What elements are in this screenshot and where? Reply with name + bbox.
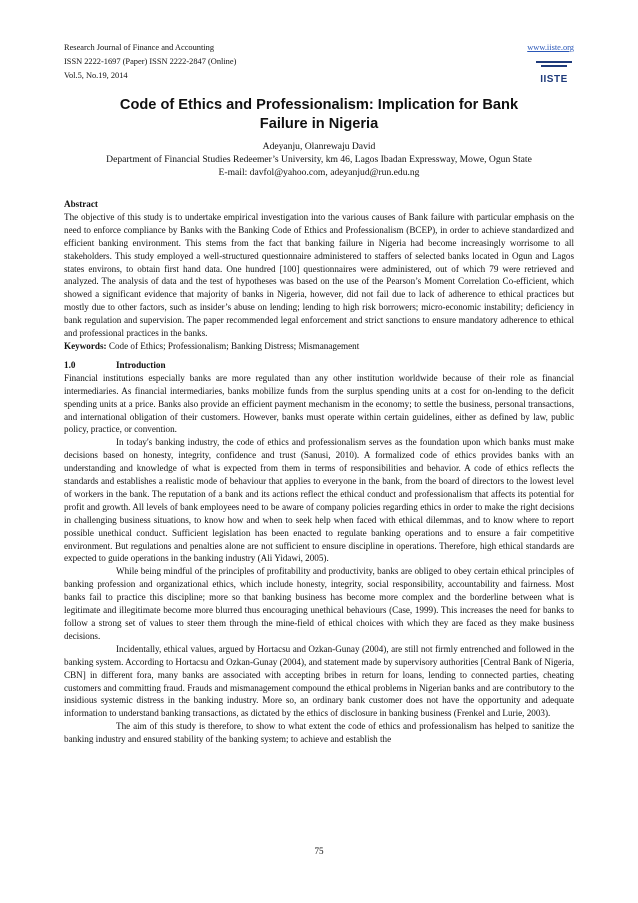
paper-title: [96, 96, 542, 134]
running-header: [64, 41, 574, 84]
author-name: Adeyanju, Olanrewaju David: [262, 141, 376, 152]
issn-line: ISSN 2222-1697 (Paper) ISSN 2222-2847 (Online): [64, 57, 237, 67]
author-affiliation: Department of Financial Studies Redeemer’s University, km 46, Lagos Ibadan Expressway, Mowe, Ogun State: [106, 154, 532, 165]
paper-body: [64, 198, 574, 746]
author-email: E-mail: davfol@yahoo.com, adeyanjud@run.edu.ng: [218, 167, 420, 178]
title-line-2: Failure in Nigeria: [259, 116, 379, 132]
page-number: 75: [314, 846, 324, 856]
abstract-text: The objective of this study is to undertake empirical investigation into the various causes of Bank failure with particular emphasis on the need to enforce compliance by Banks with the Banking Code of Ethics and Professionalism (BCEP), in order to achieve standardized and efficient banking environment. This stems from the fact that banking failure in Nigeria had become increasingly worrisome to all stakeholders. This study employed a well-structured questionnaire administered to staffers of selected banks located in Ogun and Lagos states environs, to obtain first hand data. One hundred [100] questionnaires were administered, out of which 79 were retrieved and analyzed. The analysis of data and the test of hypotheses was based on the use of the Pearson’s Moment Correlation Co-efficient, which showed a significant evidence that majority of banks in Nigeria, however, did not fail due to lack of adherence to ethical practices but mostly due to other factors, such as insider’s abuse on lending; lending to high risk borrowers; micro-economic instability; deficiency in bank regulation and supervision. The paper recommended legal enforcement and strict sanctions to ensure mandatory adherence to ethical and professional practices in the banks.: [64, 211, 574, 339]
section-number: 1.0: [64, 359, 76, 370]
section-heading: [64, 359, 574, 372]
title-line-1: Code of Ethics and Professionalism: Implication for Bank: [119, 97, 519, 113]
keywords-line: [64, 340, 574, 353]
paragraph: In today's banking industry, the code of ethics and professionalism serves as the foundation upon which banks must make decisions based on honesty, integrity, confidence and trust (Sanusi, 2010). A formalized code of ethics provides banks with an understanding and knowledge of what is expected from them in terms of responsibilities and behavior. A code of ethics reflects the standards and establishes a realistic mode of behaviour that applies to everyone in the bank, from the board of directors to the lowest level of workers in the bank. The reputation of a bank and its actions reflect the ethical conduct and professionalism that affects its potential for profit and growth. All levels of bank employees need to be aware of company policies regarding ethics in order to make the right decisions in challenging business situations, to know how and when to seek help when faced with ethical dilemmas, and to know where to report possible unethical conduct. Sufficient legislation has been enacted to regulate banking operations and to ensure a fair competitive environment. But regulations and penalties alone are not sufficient to ensure discipline in operations. Therefore, high ethical standards are expected to guide operations in the banking industry (Ali Yidawi, 2005).: [64, 437, 574, 564]
journal-name: Research Journal of Finance and Accounting: [64, 43, 215, 52]
paragraph: Incidentally, ethical values, argued by Hortacsu and Ozkan-Gunay (2004), are still not firmly entrenched and followed in the banking system. According to Hortacsu and Ozkan-Gunay (2004), and statement made by supervisory authorities [Central Bank of Nigeria, CBN] in different fora, many banks are associated with accepting bribes in return for loans, lending to connected parties, cheating customers and committing fraud. Frauds and mismanagement compound the ethical problems in Nigerian banks and are contributory to the insidious systemic distress in the banking industry. More so, an ordinary bank customer does not have the opportunity and adequate information to understand banking transactions, as dictated by the ethics of disclosure in banking business (Frenkel and Lurie, 2003).: [64, 643, 574, 719]
volume-line: Vol.5, No.19, 2014: [64, 71, 128, 81]
journal-url-link[interactable]: www.iiste.org: [527, 43, 574, 52]
paragraph: While being mindful of the principles of profitability and productivity, banks are obliged to obey certain ethical principles of banking profession and organizational ethics, which include honesty, integrity, social responsibility, accountability and fairness. Most banks fail to practice this discipline; more so that banking business has become more complex and the borderline between what is legitimate and illegitimate become more blurred thus encouraging unethical behaviours (Case, 1999). This increases the need for banks to follow a strong set of values to steer them through the mine-field of ethical choices with which they are faced as they make business decisions.: [64, 566, 574, 641]
abstract-heading: Abstract: [64, 199, 98, 209]
keywords-text: Code of Ethics; Professionalism; Banking Distress; Mismanagement: [108, 340, 360, 351]
keywords-label: Keywords:: [64, 340, 107, 351]
paragraph: The aim of this study is therefore, to show to what extent the code of ethics and professionalism has helped to sanitize the banking industry and ensured stability of the banking system; to achieve and establish the: [64, 721, 574, 745]
iiste-logo: [536, 59, 572, 85]
logo-text: IISTE: [540, 74, 568, 85]
section-title: Introduction: [116, 359, 166, 370]
paragraph: Financial institutions especially banks are more regulated than any other institution worldwide because of their role as financial intermediaries. As financial intermediaries, banks mobilize funds from the surplus spending units at a cost for on-lending to the deficit spending units at a price. Banks also provide an efficient payment mechanism in the economy; to settle the business, personal transactions, and international obligation of their customers. However, banks must operate within certain guidelines, either as defined by law, public policy, practice, or convention.: [64, 372, 574, 435]
